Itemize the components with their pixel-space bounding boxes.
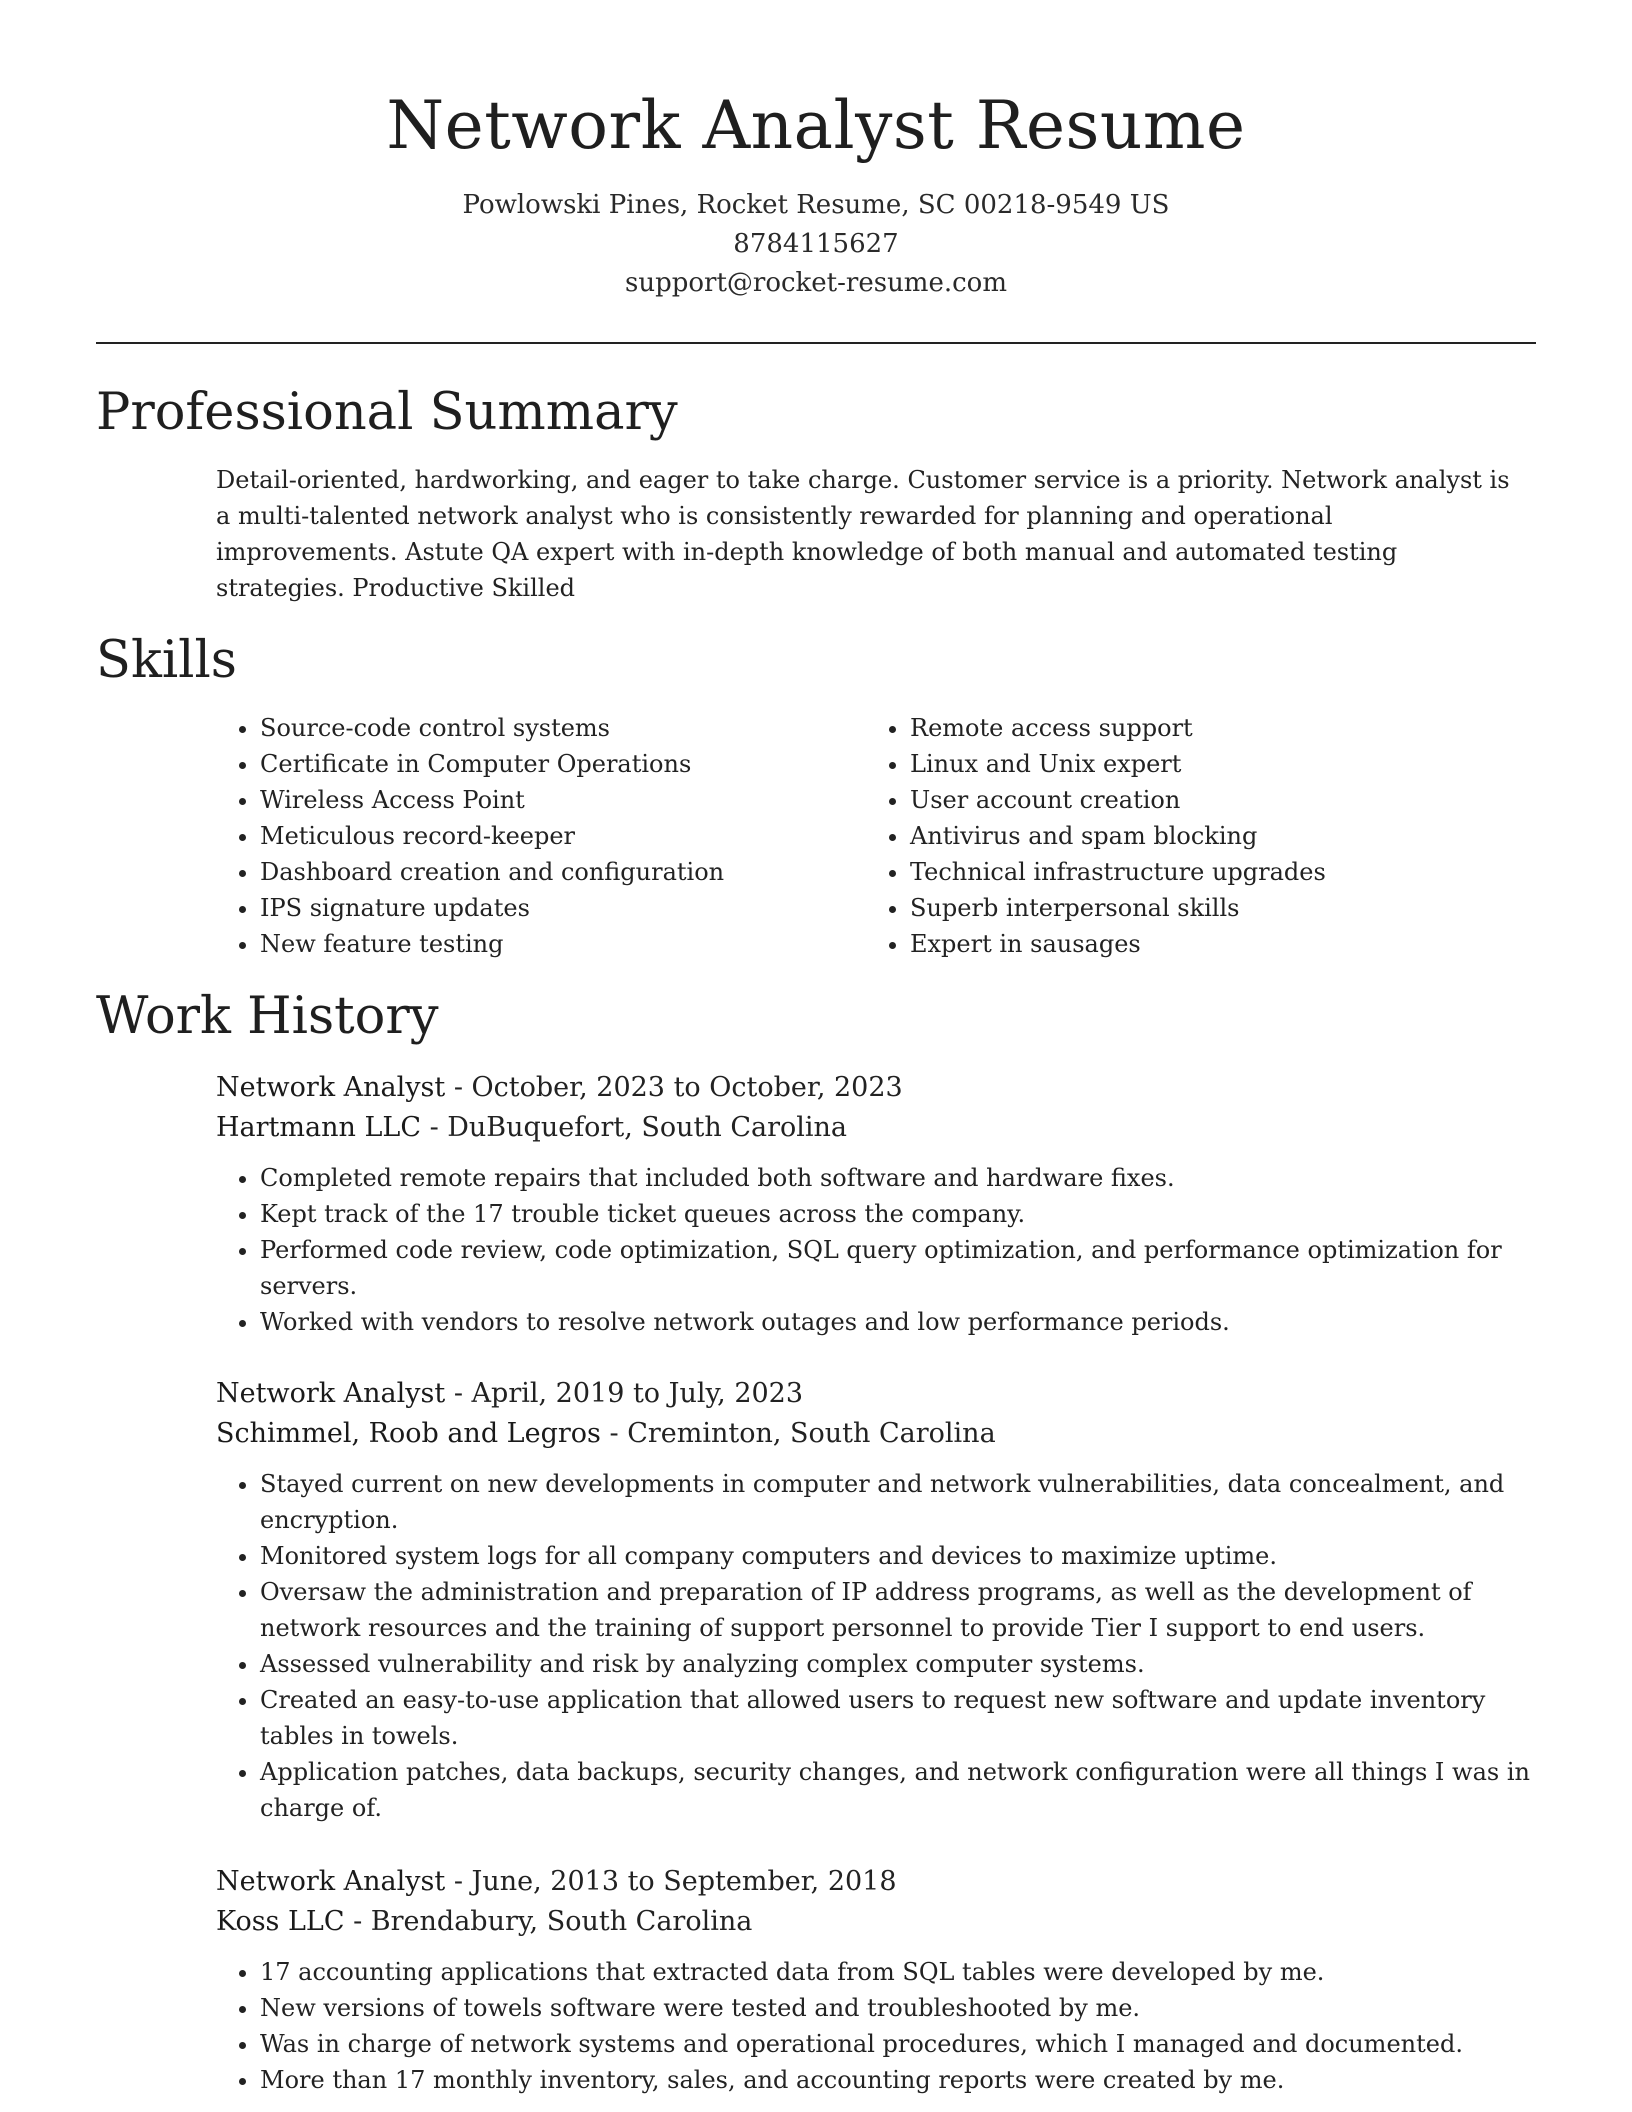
job-bullet: • Was in charge of network systems and operational procedures, which I managed and documented.: [260, 2026, 1536, 2062]
job-company-line: [216, 1108, 1536, 1148]
job-title-line: [216, 1068, 1536, 1108]
summary-heading: Professional Summary: [96, 383, 678, 442]
job-bullet: • Worked with vendors to resolve network outages and low performance periods.: [260, 1304, 1536, 1340]
job-dates: - June, 2013 to September, 2018: [445, 1866, 897, 1897]
skill-item: • User account creation: [910, 782, 1516, 818]
job-role: Network Analyst: [216, 1866, 446, 1897]
skills-column-right: [866, 710, 1516, 962]
job-company-line: [216, 1414, 1536, 1454]
job-dates: - October, 2023 to October, 2023: [445, 1072, 903, 1103]
job-company-line: [216, 1902, 1536, 1942]
header-divider: [96, 342, 1536, 344]
job-location: - Creminton, South Carolina: [600, 1418, 996, 1449]
summary-text: Detail-oriented, hardworking, and eager to take charge. Customer service is a priority. Network analyst is a multi-talented network analyst who is consistently rewarded for planning and operational improvements. Astute QA expert with in-depth knowledge of both manual and automated testing strategies. Productive Skilled: [216, 466, 1510, 602]
job-company: Koss LLC: [216, 1906, 345, 1937]
job-bullet: • Monitored system logs for all company computers and devices to maximize uptime.: [260, 1538, 1536, 1574]
skill-item: • Source-code control systems: [260, 710, 866, 746]
job-bullets: [216, 1954, 1536, 2098]
job-bullet: • Created an easy-to-use application that allowed users to request new software and update inventory tables in towels.: [260, 1682, 1536, 1754]
job-entry: [216, 1068, 1536, 1340]
job-bullet: • More than 17 monthly inventory, sales, and accounting reports were created by me.: [260, 2062, 1536, 2098]
job-entry: [216, 1862, 1536, 2098]
job-location: - DuBuquefort, South Carolina: [420, 1112, 847, 1143]
job-bullet: • 17 accounting applications that extracted data from SQL tables were developed by me.: [260, 1954, 1536, 1990]
job-company: Hartmann LLC: [216, 1112, 421, 1143]
job-location: - Brendabury, South Carolina: [344, 1906, 753, 1937]
skill-item: • Wireless Access Point: [260, 782, 866, 818]
job-title-line: [216, 1862, 1536, 1902]
work-history-heading: Work History: [96, 987, 439, 1046]
job-bullet: • Performed code review, code optimization, SQL query optimization, and performance optimization for servers.: [260, 1232, 1536, 1304]
job-role: Network Analyst: [216, 1378, 446, 1409]
skill-item: • Remote access support: [910, 710, 1516, 746]
skill-item: • Certificate in Computer Operations: [260, 746, 866, 782]
job-bullet: • Assessed vulnerability and risk by analyzing complex computer systems.: [260, 1646, 1536, 1682]
skills-column-left: [216, 710, 866, 962]
skill-item: • Linux and Unix expert: [910, 746, 1516, 782]
job-bullet: • Completed remote repairs that included both software and hardware fixes.: [260, 1160, 1536, 1196]
skills-heading: Skills: [96, 631, 237, 690]
contact-info: [0, 186, 1632, 303]
skill-item: • Meticulous record-keeper: [260, 818, 866, 854]
job-bullet: • Kept track of the 17 trouble ticket queues across the company.: [260, 1196, 1536, 1232]
contact-email: support@rocket-resume.com: [624, 268, 1007, 298]
skill-item: • Technical infrastructure upgrades: [910, 854, 1516, 890]
job-company: Schimmel, Roob and Legros: [216, 1418, 601, 1449]
skill-item: • Dashboard creation and configuration: [260, 854, 866, 890]
contact-address: Powlowski Pines, Rocket Resume, SC 00218-9549 US: [462, 190, 1170, 220]
skill-item: • IPS signature updates: [260, 890, 866, 926]
job-bullet: • Oversaw the administration and preparation of IP address programs, as well as the development of network resources and the training of support personnel to provide Tier I support to end users.: [260, 1574, 1536, 1646]
job-bullets: [216, 1466, 1536, 1826]
job-role: Network Analyst: [216, 1072, 446, 1103]
skill-item: • Expert in sausages: [910, 926, 1516, 962]
contact-phone: 8784115627: [733, 229, 899, 259]
skill-item: • New feature testing: [260, 926, 866, 962]
job-bullets: [216, 1160, 1536, 1340]
resume-header: [0, 0, 1632, 303]
job-bullet: • Application patches, data backups, security changes, and network configuration were all things I was in charge of.: [260, 1754, 1536, 1826]
resume-title: Network Analyst Resume: [386, 87, 1246, 164]
job-title-line: [216, 1374, 1536, 1414]
skills-list: [216, 710, 1536, 962]
job-dates: - April, 2019 to July, 2023: [445, 1378, 804, 1409]
job-bullet: • Stayed current on new developments in computer and network vulnerabilities, data concealment, and encryption.: [260, 1466, 1536, 1538]
skill-item: • Antivirus and spam blocking: [910, 818, 1516, 854]
job-entry: [216, 1374, 1536, 1826]
job-bullet: • New versions of towels software were tested and troubleshooted by me.: [260, 1990, 1536, 2026]
skill-item: • Superb interpersonal skills: [910, 890, 1516, 926]
